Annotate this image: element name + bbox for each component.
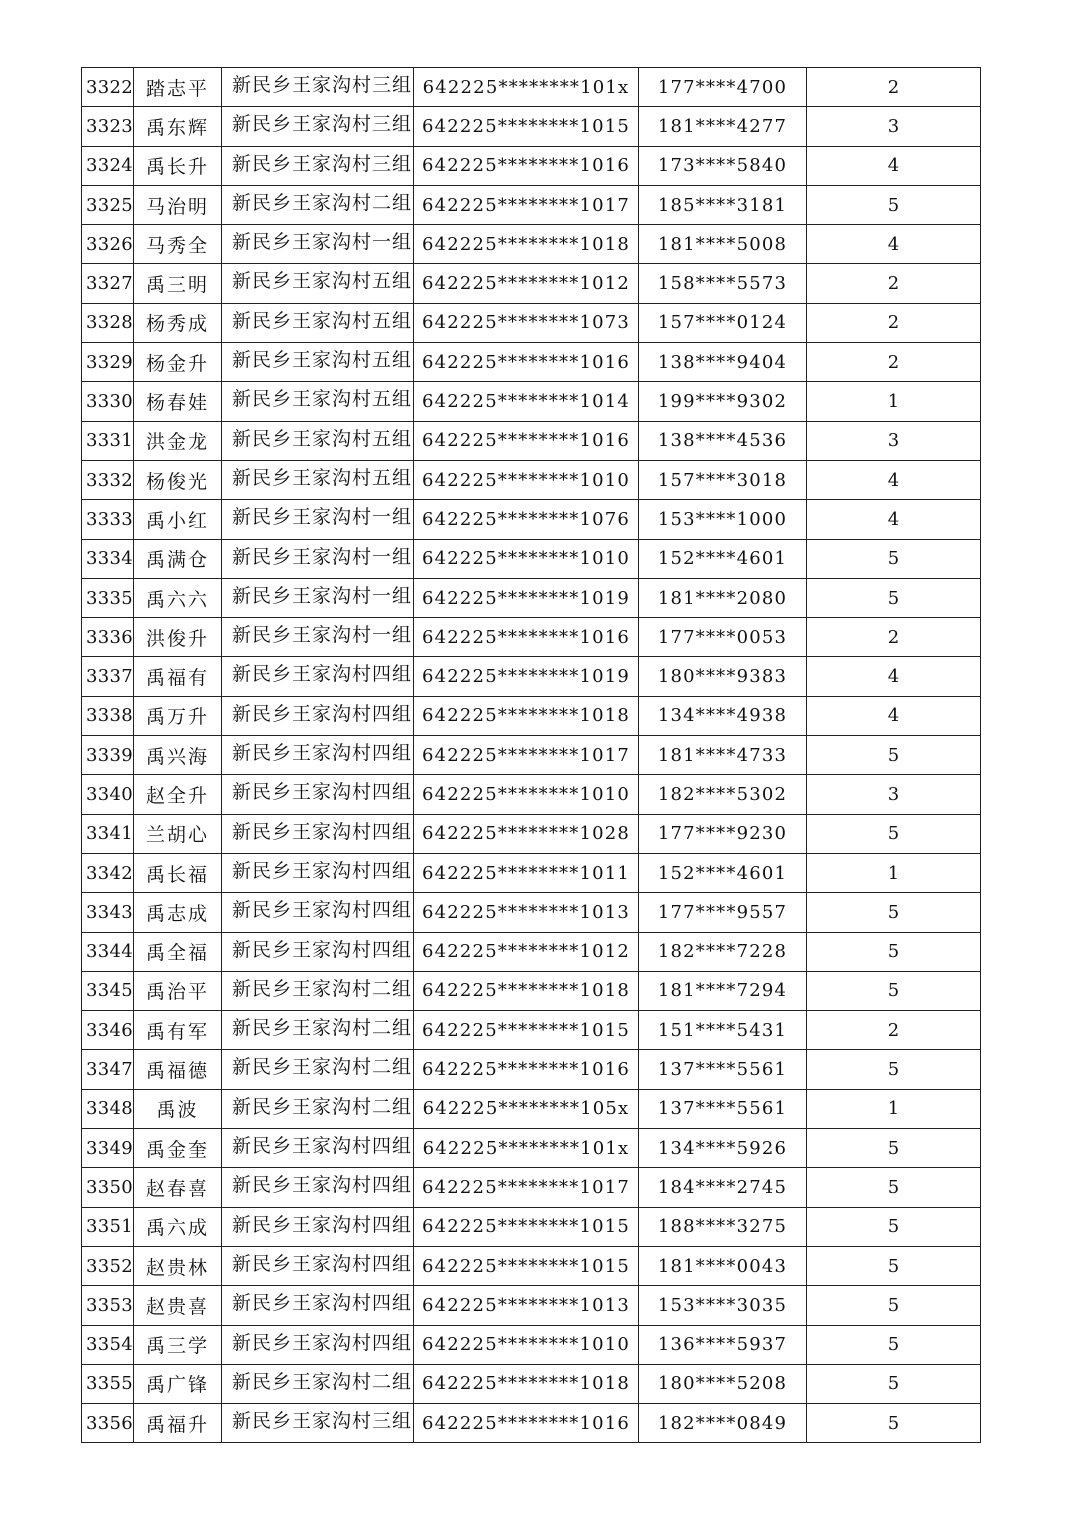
household-count-cell: 5 [807,1168,981,1207]
address-text: 新民乡王家沟村五组 [232,466,413,489]
name-cell: 禹三学 [134,1325,222,1364]
table-row [82,225,981,264]
row-number-cell: 3324 [82,146,134,185]
name-cell: 杨春娃 [134,382,222,421]
address-cell [222,1089,414,1128]
household-count-cell: 4 [807,500,981,539]
table-row [82,736,981,775]
row-number-cell: 3335 [82,578,134,617]
id-number-cell: 642225********1012 [414,264,639,303]
name-cell: 禹满仓 [134,539,222,578]
household-count-cell: 4 [807,460,981,499]
name-cell: 禹福德 [134,1050,222,1089]
address-text: 新民乡王家沟村一组 [232,231,413,254]
table-row [82,500,981,539]
address-text: 新民乡王家沟村四组 [232,820,413,843]
name-cell: 马秀全 [134,225,222,264]
table-row [82,1207,981,1246]
household-count-cell: 2 [807,343,981,382]
address-text: 新民乡王家沟村五组 [232,388,413,411]
id-number-cell: 642225********1017 [414,185,639,224]
row-number-cell: 3341 [82,814,134,853]
address-text: 新民乡王家沟村四组 [232,742,413,765]
roster-table [81,67,981,1443]
id-number-cell: 642225********1017 [414,736,639,775]
address-cell [222,500,414,539]
table-row [82,1089,981,1128]
id-number-cell: 642225********1016 [414,421,639,460]
household-count-cell: 5 [807,1364,981,1403]
row-number-cell: 3348 [82,1089,134,1128]
table-row [82,932,981,971]
name-cell: 禹福升 [134,1404,222,1443]
row-number-cell: 3331 [82,421,134,460]
id-number-cell: 642225********1018 [414,1364,639,1403]
address-cell [222,1011,414,1050]
address-cell [222,618,414,657]
address-cell [222,657,414,696]
table-row [82,618,981,657]
row-number-cell: 3349 [82,1129,134,1168]
name-cell: 杨金升 [134,343,222,382]
household-count-cell: 5 [807,1129,981,1168]
row-number-cell: 3347 [82,1050,134,1089]
phone-cell: 182****7228 [639,932,807,971]
address-cell [222,1404,414,1443]
id-number-cell: 642225********1015 [414,107,639,146]
address-text: 新民乡王家沟村四组 [232,702,413,725]
row-number-cell: 3328 [82,303,134,342]
name-cell: 杨俊光 [134,460,222,499]
row-number-cell: 3329 [82,343,134,382]
id-number-cell: 642225********1018 [414,225,639,264]
address-cell [222,1129,414,1168]
address-cell [222,225,414,264]
address-cell [222,185,414,224]
row-number-cell: 3355 [82,1364,134,1403]
address-text: 新民乡王家沟村二组 [232,1056,413,1079]
name-cell: 赵全升 [134,775,222,814]
phone-cell: 184****2745 [639,1168,807,1207]
table-row [82,185,981,224]
phone-cell: 136****5937 [639,1325,807,1364]
table-row [82,1050,981,1089]
household-count-cell: 5 [807,1246,981,1285]
address-cell [222,1325,414,1364]
name-cell: 禹全福 [134,932,222,971]
household-count-cell: 3 [807,421,981,460]
id-number-cell: 642225********1013 [414,1286,639,1325]
id-number-cell: 642225********1010 [414,1325,639,1364]
name-cell: 禹东辉 [134,107,222,146]
id-number-cell: 642225********1018 [414,696,639,735]
address-cell [222,696,414,735]
household-count-cell: 5 [807,539,981,578]
table-row [82,539,981,578]
phone-cell: 181****5008 [639,225,807,264]
row-number-cell: 3327 [82,264,134,303]
address-cell [222,421,414,460]
name-cell: 杨秀成 [134,303,222,342]
name-cell: 禹六成 [134,1207,222,1246]
id-number-cell: 642225********1017 [414,1168,639,1207]
phone-cell: 177****4700 [639,68,807,107]
table-row [82,460,981,499]
table-row [82,578,981,617]
address-cell [222,893,414,932]
household-count-cell: 3 [807,775,981,814]
table-row [82,853,981,892]
address-text: 新民乡王家沟村一组 [232,506,413,529]
address-text: 新民乡王家沟村一组 [232,584,413,607]
household-count-cell: 1 [807,853,981,892]
name-cell: 禹志成 [134,893,222,932]
address-cell [222,539,414,578]
address-text: 新民乡王家沟村四组 [232,899,413,922]
id-number-cell: 642225********1014 [414,382,639,421]
address-text: 新民乡王家沟村三组 [232,1410,413,1433]
phone-cell: 151****5431 [639,1011,807,1050]
address-cell [222,460,414,499]
row-number-cell: 3340 [82,775,134,814]
id-number-cell: 642225********1012 [414,932,639,971]
table-row [82,657,981,696]
address-cell [222,971,414,1010]
name-cell: 禹小红 [134,500,222,539]
row-number-cell: 3333 [82,500,134,539]
name-cell: 禹万升 [134,696,222,735]
phone-cell: 152****4601 [639,853,807,892]
row-number-cell: 3322 [82,68,134,107]
phone-cell: 182****5302 [639,775,807,814]
address-cell [222,343,414,382]
address-cell [222,932,414,971]
id-number-cell: 642225********1011 [414,853,639,892]
row-number-cell: 3354 [82,1325,134,1364]
address-text: 新民乡王家沟村二组 [232,1370,413,1393]
address-cell [222,736,414,775]
household-count-cell: 2 [807,264,981,303]
name-cell: 洪俊升 [134,618,222,657]
table-row [82,303,981,342]
household-count-cell: 5 [807,932,981,971]
address-text: 新民乡王家沟村四组 [232,1331,413,1354]
address-text: 新民乡王家沟村四组 [232,938,413,961]
table-row [82,893,981,932]
id-number-cell: 642225********1015 [414,1246,639,1285]
table-row [82,146,981,185]
address-text: 新民乡王家沟村二组 [232,191,413,214]
id-number-cell: 642225********1028 [414,814,639,853]
address-text: 新民乡王家沟村四组 [232,1252,413,1275]
table-row [82,971,981,1010]
name-cell: 禹三明 [134,264,222,303]
table-row [82,1011,981,1050]
row-number-cell: 3345 [82,971,134,1010]
phone-cell: 152****4601 [639,539,807,578]
name-cell: 踏志平 [134,68,222,107]
row-number-cell: 3330 [82,382,134,421]
id-number-cell: 642225********1010 [414,539,639,578]
phone-cell: 199****9302 [639,382,807,421]
phone-cell: 177****9230 [639,814,807,853]
name-cell: 洪金龙 [134,421,222,460]
table-row [82,1364,981,1403]
household-count-cell: 2 [807,618,981,657]
household-count-cell: 5 [807,1286,981,1325]
name-cell: 马治明 [134,185,222,224]
address-text: 新民乡王家沟村二组 [232,977,413,1000]
address-text: 新民乡王家沟村一组 [232,624,413,647]
table-row [82,775,981,814]
row-number-cell: 3350 [82,1168,134,1207]
row-number-cell: 3323 [82,107,134,146]
address-cell [222,578,414,617]
phone-cell: 134****5926 [639,1129,807,1168]
row-number-cell: 3339 [82,736,134,775]
household-count-cell: 5 [807,814,981,853]
address-text: 新民乡王家沟村四组 [232,1292,413,1315]
household-count-cell: 5 [807,185,981,224]
household-count-cell: 5 [807,1207,981,1246]
phone-cell: 181****4277 [639,107,807,146]
id-number-cell: 642225********1010 [414,460,639,499]
household-count-cell: 1 [807,382,981,421]
roster-body [82,68,981,1443]
address-cell [222,303,414,342]
name-cell: 赵贵林 [134,1246,222,1285]
address-text: 新民乡王家沟村四组 [232,859,413,882]
household-count-cell: 4 [807,696,981,735]
address-cell [222,107,414,146]
address-text: 新民乡王家沟村四组 [232,1174,413,1197]
address-cell [222,382,414,421]
name-cell: 禹波 [134,1089,222,1128]
phone-cell: 177****9557 [639,893,807,932]
phone-cell: 138****4536 [639,421,807,460]
address-cell [222,1364,414,1403]
name-cell: 兰胡心 [134,814,222,853]
table-row [82,1246,981,1285]
name-cell: 禹金奎 [134,1129,222,1168]
id-number-cell: 642225********1013 [414,893,639,932]
phone-cell: 134****4938 [639,696,807,735]
address-text: 新民乡王家沟村三组 [232,152,413,175]
table-row [82,264,981,303]
household-count-cell: 3 [807,107,981,146]
address-text: 新民乡王家沟村二组 [232,1095,413,1118]
phone-cell: 185****3181 [639,185,807,224]
row-number-cell: 3332 [82,460,134,499]
id-number-cell: 642225********1015 [414,1207,639,1246]
household-count-cell: 2 [807,1011,981,1050]
id-number-cell: 642225********1018 [414,971,639,1010]
id-number-cell: 642225********1016 [414,1404,639,1443]
household-count-cell: 2 [807,303,981,342]
household-count-cell: 5 [807,1325,981,1364]
phone-cell: 181****7294 [639,971,807,1010]
household-count-cell: 5 [807,736,981,775]
table-row [82,1325,981,1364]
phone-cell: 137****5561 [639,1089,807,1128]
household-count-cell: 5 [807,1050,981,1089]
phone-cell: 177****0053 [639,618,807,657]
name-cell: 禹长福 [134,853,222,892]
id-number-cell: 642225********1015 [414,1011,639,1050]
name-cell: 禹治平 [134,971,222,1010]
address-text: 新民乡王家沟村五组 [232,427,413,450]
id-number-cell: 642225********1073 [414,303,639,342]
id-number-cell: 642225********1016 [414,343,639,382]
address-cell [222,1168,414,1207]
row-number-cell: 3344 [82,932,134,971]
row-number-cell: 3337 [82,657,134,696]
phone-cell: 158****5573 [639,264,807,303]
id-number-cell: 642225********1076 [414,500,639,539]
address-cell [222,68,414,107]
row-number-cell: 3343 [82,893,134,932]
address-cell [222,264,414,303]
address-text: 新民乡王家沟村四组 [232,663,413,686]
address-text: 新民乡王家沟村一组 [232,545,413,568]
name-cell: 禹兴海 [134,736,222,775]
name-cell: 禹福有 [134,657,222,696]
phone-cell: 181****2080 [639,578,807,617]
row-number-cell: 3346 [82,1011,134,1050]
address-text: 新民乡王家沟村四组 [232,1135,413,1158]
name-cell: 禹广锋 [134,1364,222,1403]
phone-cell: 157****3018 [639,460,807,499]
table-row [82,107,981,146]
table-row [82,68,981,107]
household-count-cell: 4 [807,657,981,696]
household-count-cell: 4 [807,225,981,264]
name-cell: 禹有军 [134,1011,222,1050]
name-cell: 禹六六 [134,578,222,617]
phone-cell: 137****5561 [639,1050,807,1089]
household-count-cell: 2 [807,68,981,107]
row-number-cell: 3356 [82,1404,134,1443]
table-row [82,1404,981,1443]
table-row [82,382,981,421]
household-count-cell: 4 [807,146,981,185]
table-row [82,1286,981,1325]
phone-cell: 138****9404 [639,343,807,382]
address-cell [222,1207,414,1246]
table-row [82,343,981,382]
address-text: 新民乡王家沟村四组 [232,1213,413,1236]
row-number-cell: 3338 [82,696,134,735]
phone-cell: 182****0849 [639,1404,807,1443]
address-text: 新民乡王家沟村二组 [232,1017,413,1040]
phone-cell: 157****0124 [639,303,807,342]
phone-cell: 180****9383 [639,657,807,696]
address-cell [222,146,414,185]
phone-cell: 180****5208 [639,1364,807,1403]
row-number-cell: 3326 [82,225,134,264]
id-number-cell: 642225********1016 [414,1050,639,1089]
address-text: 新民乡王家沟村四组 [232,781,413,804]
address-cell [222,775,414,814]
address-cell [222,853,414,892]
id-number-cell: 642225********1010 [414,775,639,814]
address-text: 新民乡王家沟村五组 [232,309,413,332]
row-number-cell: 3336 [82,618,134,657]
id-number-cell: 642225********105x [414,1089,639,1128]
id-number-cell: 642225********1016 [414,618,639,657]
address-text: 新民乡王家沟村三组 [232,74,413,96]
table-row [82,1168,981,1207]
address-text: 新民乡王家沟村五组 [232,349,413,372]
phone-cell: 181****4733 [639,736,807,775]
id-number-cell: 642225********101x [414,68,639,107]
row-number-cell: 3325 [82,185,134,224]
row-number-cell: 3352 [82,1246,134,1285]
row-number-cell: 3334 [82,539,134,578]
household-count-cell: 5 [807,971,981,1010]
name-cell: 赵春喜 [134,1168,222,1207]
phone-cell: 188****3275 [639,1207,807,1246]
phone-cell: 153****3035 [639,1286,807,1325]
phone-cell: 153****1000 [639,500,807,539]
row-number-cell: 3351 [82,1207,134,1246]
phone-cell: 181****0043 [639,1246,807,1285]
id-number-cell: 642225********1019 [414,578,639,617]
table-row [82,1129,981,1168]
household-count-cell: 5 [807,578,981,617]
name-cell: 禹长升 [134,146,222,185]
id-number-cell: 642225********1016 [414,146,639,185]
address-cell [222,1246,414,1285]
address-text: 新民乡王家沟村五组 [232,270,413,293]
row-number-cell: 3353 [82,1286,134,1325]
address-cell [222,814,414,853]
table-row [82,696,981,735]
table-row [82,421,981,460]
household-count-cell: 1 [807,1089,981,1128]
id-number-cell: 642225********101x [414,1129,639,1168]
address-cell [222,1050,414,1089]
table-row [82,814,981,853]
household-count-cell: 5 [807,893,981,932]
address-cell [222,1286,414,1325]
row-number-cell: 3342 [82,853,134,892]
id-number-cell: 642225********1019 [414,657,639,696]
name-cell: 赵贵喜 [134,1286,222,1325]
address-text: 新民乡王家沟村三组 [232,113,413,136]
phone-cell: 173****5840 [639,146,807,185]
household-count-cell: 5 [807,1404,981,1443]
